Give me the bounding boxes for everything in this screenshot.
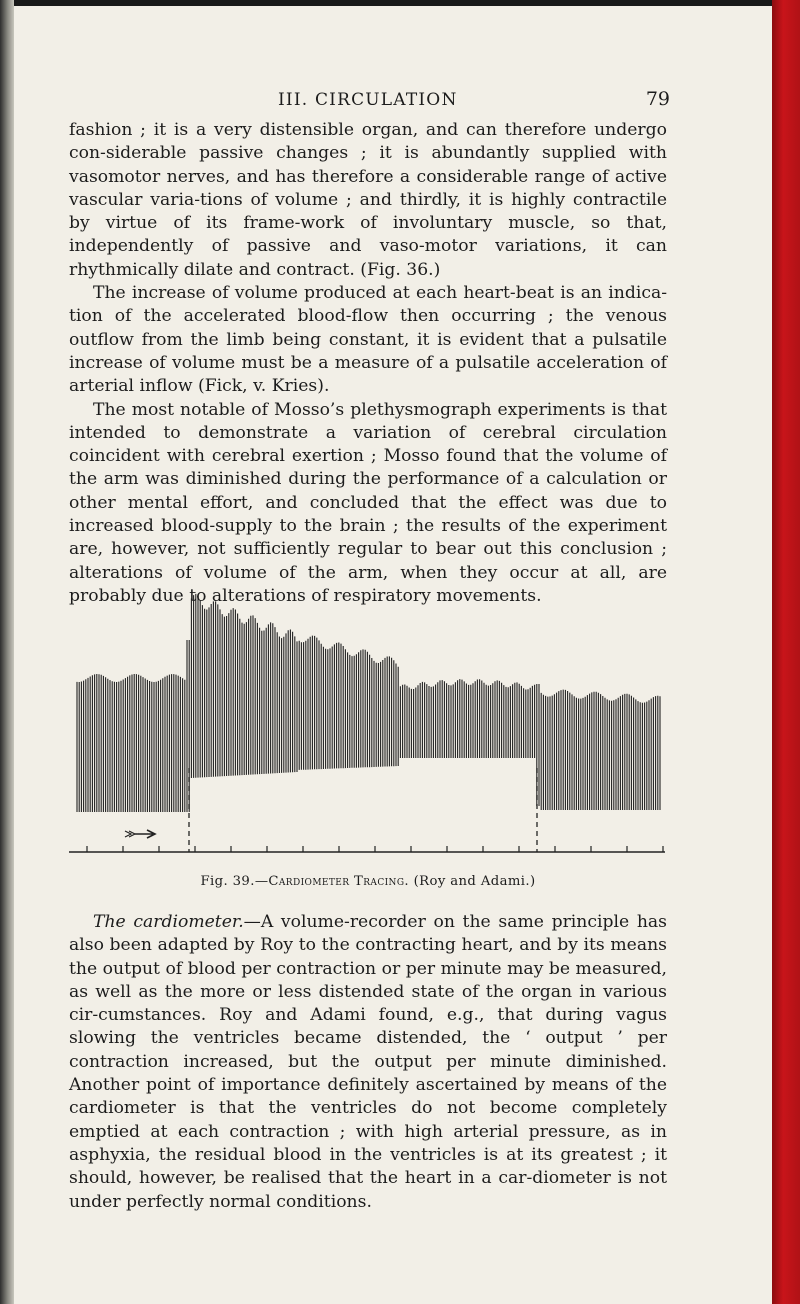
time-marker-axis bbox=[69, 846, 665, 852]
tracing-pulse-lines bbox=[77, 594, 660, 812]
direction-arrow-icon bbox=[125, 830, 155, 838]
paragraph-cardiometer bbox=[69, 911, 667, 1214]
paragraph-volume-increase: The increase of volume produced at each heart-beat is an indica-tion of the accelerated blood-flow then occurring ; the venous outflow from the limb being constant, it is evident that a pulsatile increase of volume must be a measure of a pulsatile acceleration of arterial inflow (Fick, v. Kries). bbox=[69, 283, 667, 397]
book-cover-edge bbox=[772, 0, 800, 1304]
figure-caption bbox=[69, 874, 667, 889]
figure-number: Fig. 39. bbox=[200, 874, 255, 889]
cardiometer-tracing-figure bbox=[69, 580, 667, 889]
time-axis-ticks bbox=[87, 846, 663, 852]
figure-credit: (Roy and Adami.) bbox=[413, 874, 536, 889]
paragraph-fashion: fashion ; it is a very distensible organ, and can therefore undergo con-siderable passive changes ; it is abundantly supplied with vasomotor nerves, and has therefore a considerable range of active vascular varia-tions of volume ; and thirdly, it is highly contractile by virtue of its frame-work of involuntary muscle, so that, independently of passive and vaso-motor variations, it can rhythmically dilate and contract. (Fig. 36.) bbox=[69, 120, 667, 280]
page-number: 79 bbox=[645, 88, 670, 110]
figure-title: —Cardiometer Tracing. bbox=[254, 874, 410, 889]
tracing-pulse-strokes bbox=[77, 594, 660, 812]
section-heading: The cardiometer. bbox=[93, 912, 244, 932]
body-text-top bbox=[69, 119, 667, 608]
book-edge bbox=[0, 0, 14, 1304]
body-text-bottom bbox=[69, 911, 667, 1214]
paragraph-cardiometer-text: —A volume-recorder on the same principle has also been adapted by Roy to the contracting heart, and by its means the output of blood per contraction or per minute may be measured, as well as the more or less distended state of the organ in various cir-cumstances. Roy and Adami found, e.g., that during vagus slowing the ventricles became distended, the ‘ output ’ per contraction increased, but the output per minute diminished. Another point of importance definitely ascertained by means of the cardiometer is that the ventricles do not become completely emptied at each contraction ; with high arterial pressure, as in asphyxia, the residual blood in the ventricles is at its greatest ; it should, however, be realised that the heart in a car-diometer is not under perfectly normal conditions. bbox=[69, 912, 667, 1212]
book-page bbox=[14, 0, 772, 1304]
paragraph-mosso: The most notable of Mosso’s plethysmograph experiments is that intended to demonstrate a variation of cerebral circulation coincident with cerebral exertion ; Mosso found that the volume of the arm was diminished during the performance of a calculation or other mental effort, and concluded that the effect was due to increased blood-supply to the brain ; the results of the experiment are, however, not sufficiently regular to bear out this conclusion ; alterations of volume of the arm, when they occur at all, are probably due to alterations of respiratory movements. bbox=[69, 399, 667, 606]
signal-markers bbox=[189, 768, 537, 852]
running-head bbox=[210, 90, 670, 118]
cardiometer-tracing bbox=[69, 580, 667, 868]
running-head-title: III. CIRCULATION bbox=[278, 90, 458, 110]
